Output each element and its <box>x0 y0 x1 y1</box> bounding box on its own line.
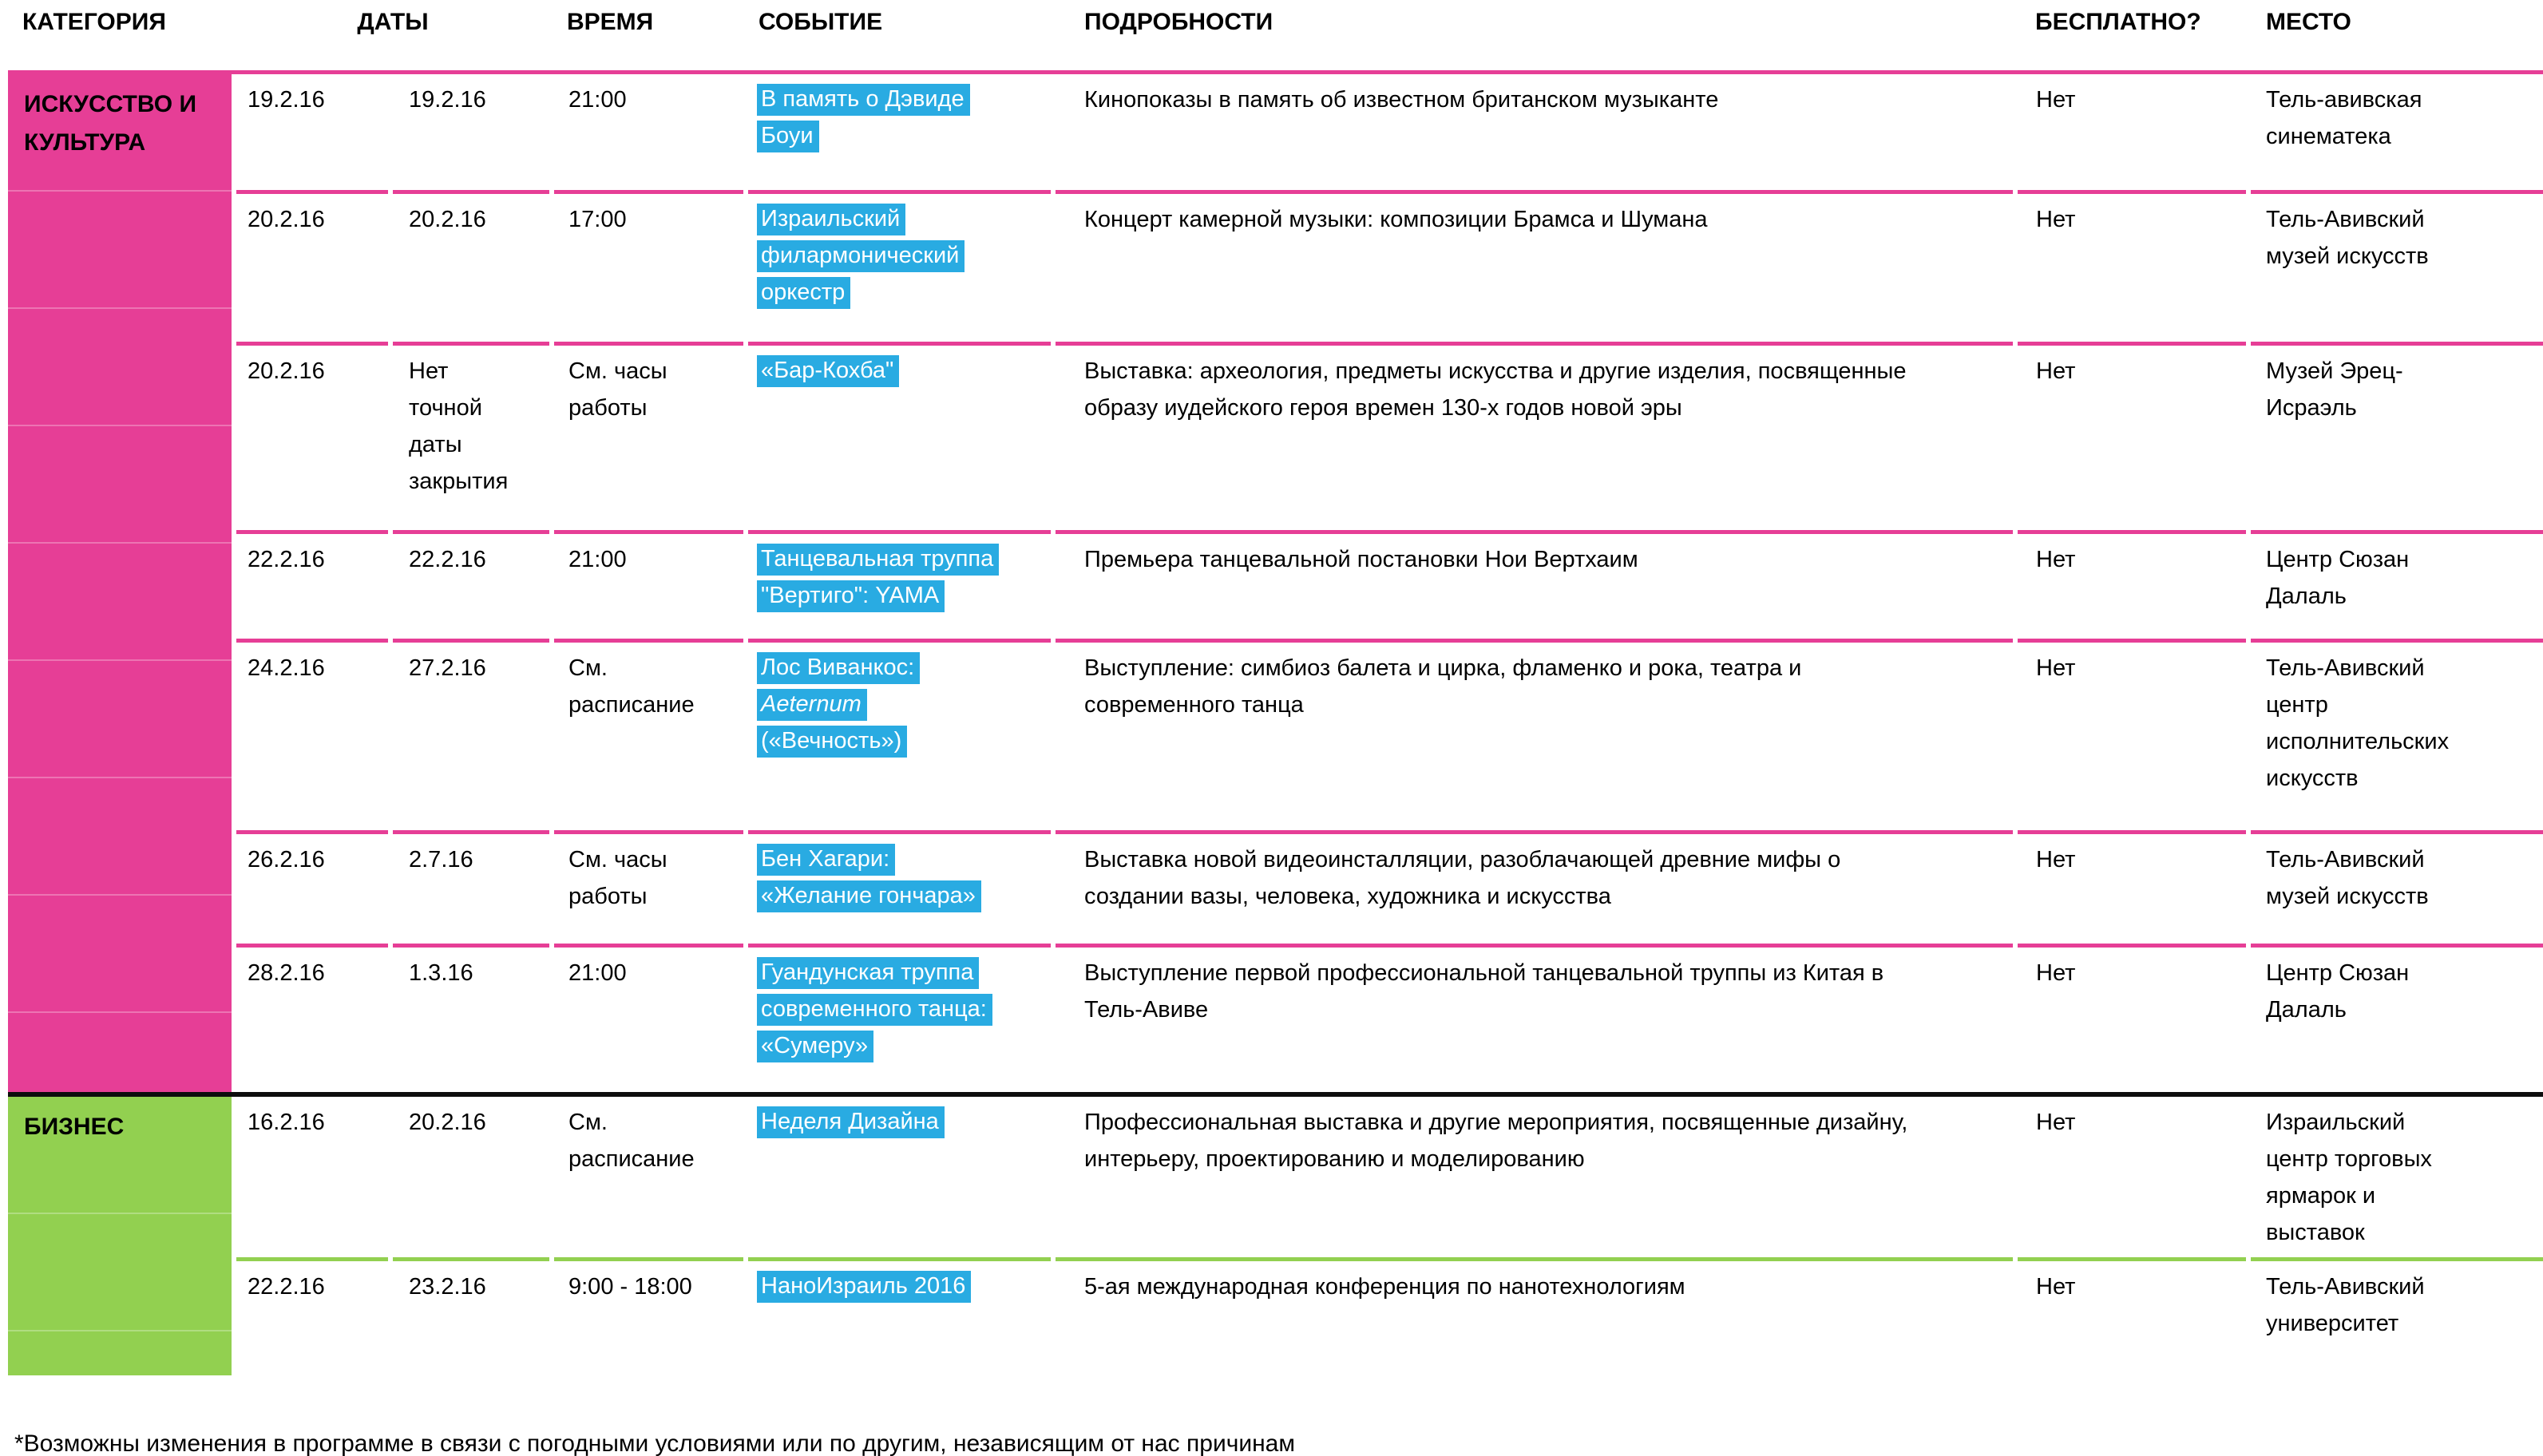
event-cell <box>748 1097 1051 1257</box>
date-start: 19.2.16 <box>248 87 325 113</box>
event-highlight[interactable]: "Вертиго": YAMA <box>757 580 945 612</box>
place: Музей Эрец-Исраэль <box>2251 342 2543 530</box>
date-start: 20.2.16 <box>236 342 388 530</box>
table-header <box>8 0 2543 70</box>
place: Тель-Авивский музей искусств <box>2251 830 2543 944</box>
event-highlight[interactable]: филармонический <box>757 240 965 272</box>
date-start: 26.2.16 <box>236 830 388 944</box>
time: См. часы работы <box>554 342 743 530</box>
event-highlight[interactable]: Гуандунская труппа <box>757 957 979 989</box>
date-start: 24.2.16 <box>236 639 388 830</box>
place: Центр Сюзан Далаль <box>2251 530 2543 639</box>
details: Кинопоказы в память об известном британском музыканте <box>1084 87 1719 113</box>
header-dates: ДАТЫ <box>357 9 429 35</box>
free: Нет <box>2036 1110 2076 1135</box>
time: См. расписание <box>554 639 743 830</box>
event-highlight[interactable]: НаноИзраиль 2016 <box>757 1271 971 1303</box>
event-highlight[interactable]: оркестр <box>757 277 850 309</box>
place: Тель-Авивский музей искусств <box>2251 190 2543 342</box>
place: Тель-Авивский центр исполнительских искусств <box>2251 639 2543 830</box>
header-free: БЕСПЛАТНО? <box>2035 9 2201 35</box>
free: Нет <box>2036 87 2076 113</box>
date-end: 20.2.16 <box>409 1110 486 1135</box>
free: Нет <box>2018 530 2246 639</box>
event-highlight[interactable]: «Бар-Кохба" <box>757 355 899 387</box>
event-highlight[interactable]: В память о Дэвиде <box>757 84 970 116</box>
place: Центр Сюзан Далаль <box>2251 944 2543 1092</box>
free: Нет <box>2018 944 2246 1092</box>
date-end: 19.2.16 <box>409 87 486 113</box>
event-highlight[interactable]: Неделя Дизайна <box>757 1106 945 1138</box>
place: Израильский центр торговых ярмарок и выставок <box>2266 1110 2432 1245</box>
event-highlight[interactable]: Лос Виванкос: <box>757 652 920 684</box>
header-category: КАТЕГОРИЯ <box>22 9 166 35</box>
time: 17:00 <box>554 190 743 342</box>
details: 5-ая международная конференция по нанотехнологиям <box>1056 1257 2013 1375</box>
event-cell <box>748 530 1051 639</box>
time: 9:00 - 18:00 <box>554 1257 743 1375</box>
details: Концерт камерной музыки: композиции Брамса и Шумана <box>1056 190 2013 342</box>
event-cell <box>748 342 1051 530</box>
event-cell <box>748 830 1051 944</box>
date-end: 2.7.16 <box>393 830 549 944</box>
category-label-business: БИЗНЕС <box>8 1097 232 1375</box>
details: Выставка: археология, предметы искусства и другие изделия, посвященные образу иудейского героя времен 130-х годов новой эры <box>1056 342 2013 530</box>
event-highlight[interactable]: Боуи <box>757 121 819 152</box>
time: 21:00 <box>554 944 743 1092</box>
event-highlight[interactable]: современного танца: <box>757 994 992 1026</box>
time: См. часы работы <box>554 830 743 944</box>
date-end: 23.2.16 <box>393 1257 549 1375</box>
free: Нет <box>2018 639 2246 830</box>
event-highlight[interactable]: Бен Хагари: <box>757 844 895 876</box>
free: Нет <box>2018 830 2246 944</box>
section-arts-culture <box>8 70 2543 1092</box>
place: Тель-Авивский университет <box>2251 1257 2543 1375</box>
free: Нет <box>2018 190 2246 342</box>
header-details: ПОДРОБНОСТИ <box>1084 9 1273 35</box>
header-time: ВРЕМЯ <box>567 9 654 35</box>
date-end: 1.3.16 <box>393 944 549 1092</box>
date-start: 20.2.16 <box>236 190 388 342</box>
free: Нет <box>2018 1257 2246 1375</box>
details: Выступление: симбиоз балета и цирка, фламенко и рока, театра и современного танца <box>1056 639 2013 830</box>
event-cell <box>748 74 1051 190</box>
event-cell <box>748 944 1051 1092</box>
event-highlight[interactable]: Aeternum <box>757 689 867 721</box>
event-cell <box>748 639 1051 830</box>
details: Выставка новой видеоинсталляции, разоблачающей древние мифы о создании вазы, человека, художника и искусства <box>1056 830 2013 944</box>
event-highlight[interactable]: Танцевальная труппа <box>757 544 999 576</box>
time: 21:00 <box>554 530 743 639</box>
date-start: 16.2.16 <box>248 1110 325 1135</box>
place: Тель-авивская синематека <box>2266 87 2422 149</box>
event-highlight[interactable]: Израильский <box>757 204 905 235</box>
event-cell <box>748 1257 1051 1375</box>
details: Профессиональная выставка и другие мероприятия, посвященные дизайну, интерьеру, проектированию и моделированию <box>1084 1110 1908 1172</box>
category-label-arts: ИСКУССТВО И КУЛЬТУРА <box>8 74 232 1092</box>
header-place: МЕСТО <box>2266 9 2351 35</box>
event-highlight[interactable]: «Сумеру» <box>757 1031 873 1062</box>
details: Выступление первой профессиональной танцевальной труппы из Китая в Тель-Авиве <box>1056 944 2013 1092</box>
event-cell <box>748 190 1051 342</box>
footnote: *Возможны изменения в программе в связи с погодными условиями или по другим, независящим от нас причинам <box>14 1430 1295 1456</box>
details: Премьера танцевальной постановки Нои Вертхаим <box>1056 530 2013 639</box>
free: Нет <box>2018 342 2246 530</box>
date-end: 20.2.16 <box>393 190 549 342</box>
time: См. расписание <box>568 1110 695 1172</box>
event-highlight[interactable]: («Вечность») <box>757 726 907 758</box>
time: 21:00 <box>568 87 627 113</box>
section-business <box>8 1092 2543 1375</box>
date-start: 22.2.16 <box>236 530 388 639</box>
date-start: 22.2.16 <box>236 1257 388 1375</box>
date-end: 22.2.16 <box>393 530 549 639</box>
header-event: СОБЫТИЕ <box>759 9 883 35</box>
date-end: 27.2.16 <box>393 639 549 830</box>
date-start: 28.2.16 <box>236 944 388 1092</box>
event-highlight[interactable]: «Желание гончара» <box>757 880 981 912</box>
date-end: Нет точной даты закрытия <box>393 342 549 530</box>
